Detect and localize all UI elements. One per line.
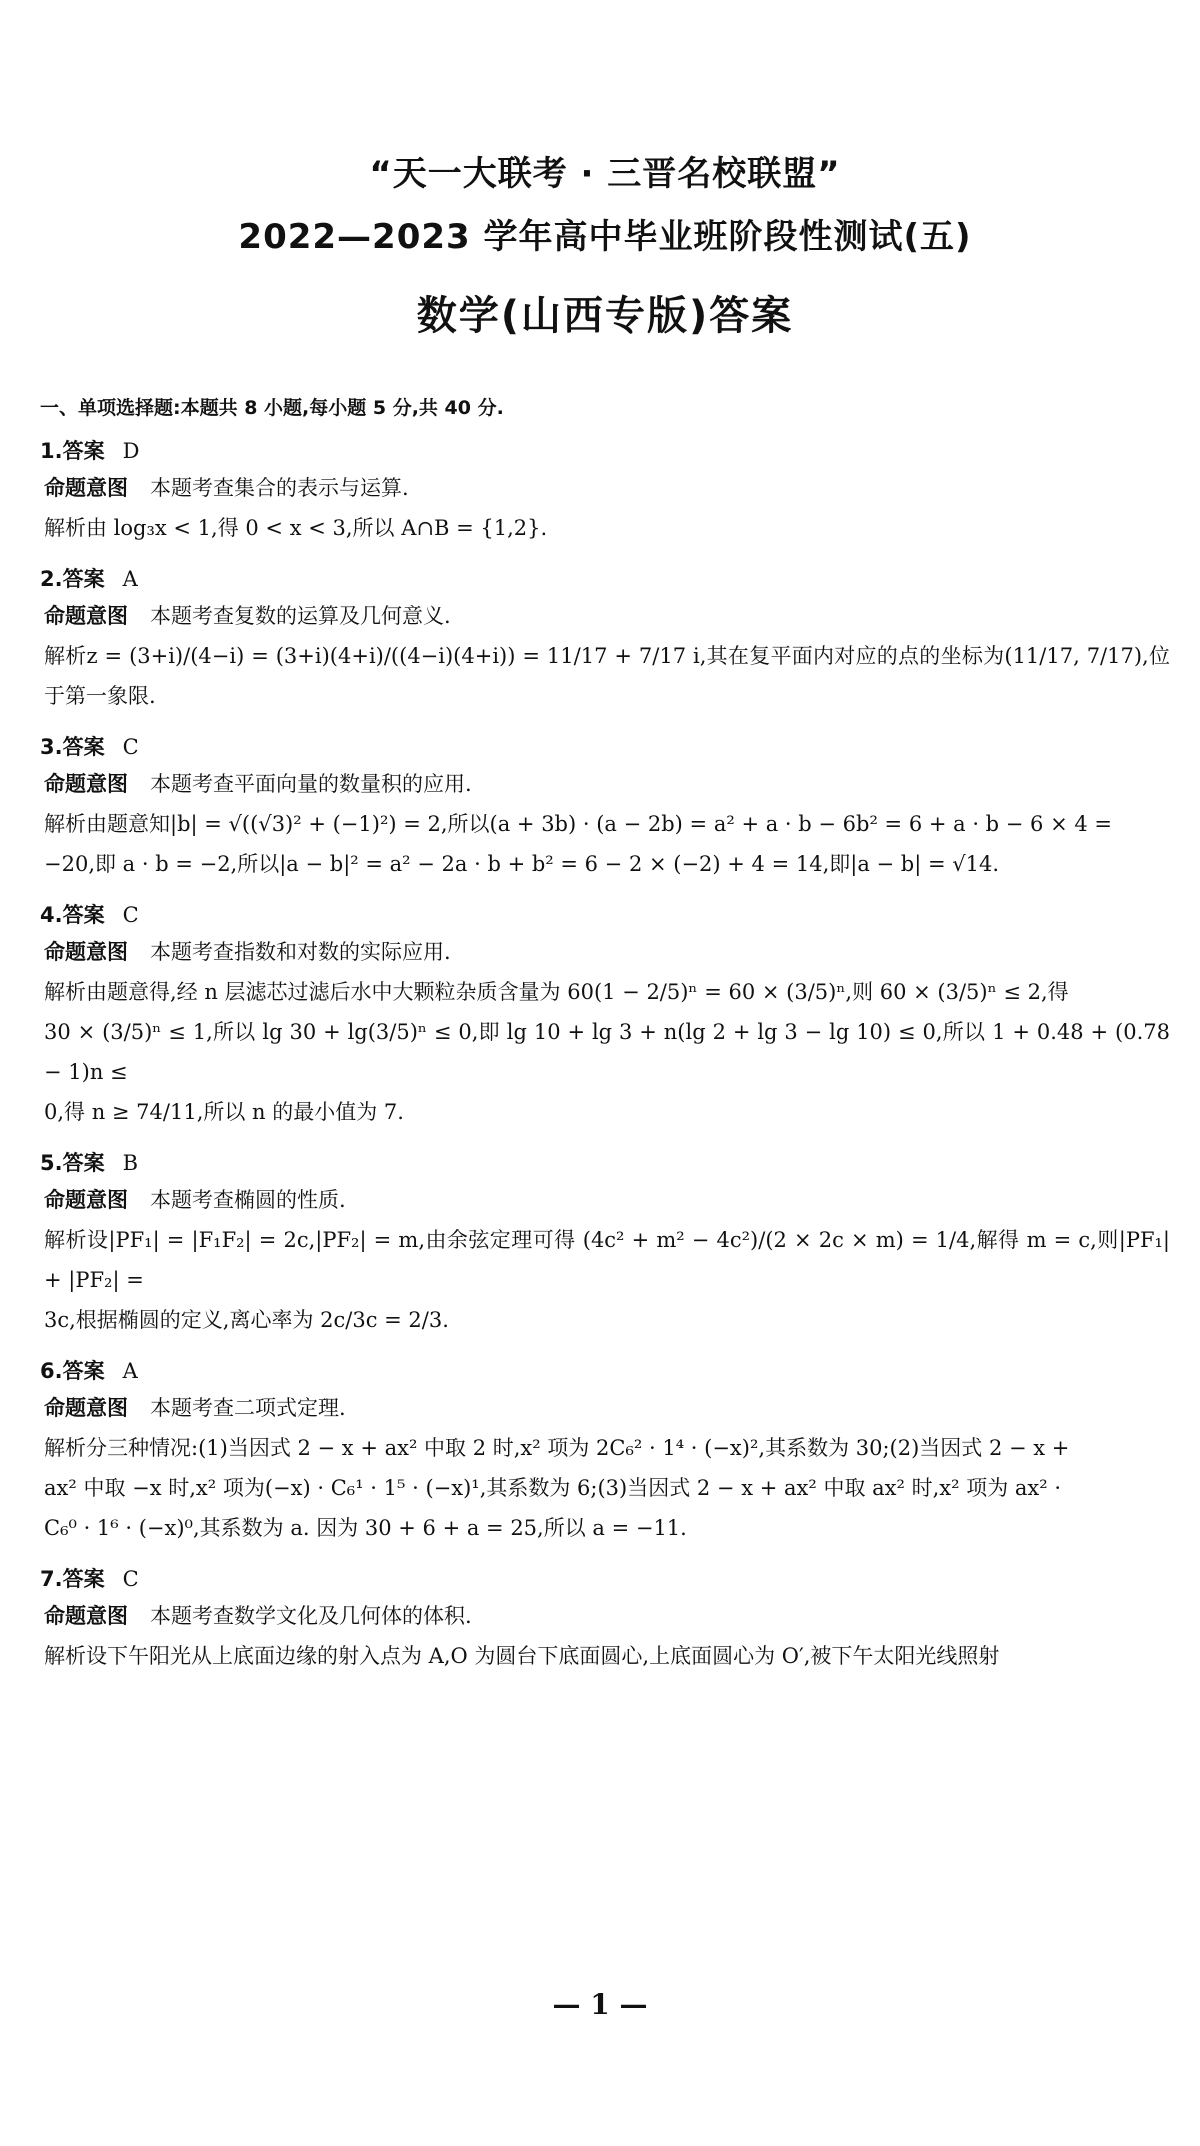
intent-line <box>40 1180 1170 1220</box>
analysis-text: z = (3+i)/(4−i) = (3+i)(4+i)/((4−i)(4+i)) = 11/17 + 7/17 i,其在复平面内对应的点的坐标为(11/17, 7/17),位于第一象限. <box>44 644 1170 708</box>
analysis-line <box>40 1300 1170 1340</box>
analysis-line <box>40 1508 1170 1548</box>
answer-line <box>40 1354 1170 1388</box>
question-item <box>40 434 1170 548</box>
answer-page <box>0 146 1200 2146</box>
analysis-label: 解析 <box>44 812 86 836</box>
analysis-text: 分三种情况:(1)当因式 2 − x + ax² 中取 2 时,x² 项为 2C₆² · 1⁴ · (−x)²,其系数为 30;(2)当因式 2 − x + <box>86 1436 1070 1460</box>
analysis-line <box>40 1220 1170 1300</box>
document-header <box>40 146 1170 341</box>
question-item <box>40 1354 1170 1548</box>
intent-text: 本题考查二项式定理. <box>150 1396 346 1420</box>
analysis-text: 由 log₃x < 1,得 0 < x < 3,所以 A∩B = {1,2}. <box>86 516 548 540</box>
header-line-1: “天一大联考 · 三晋名校联盟” <box>369 154 841 194</box>
answer-label: 答案 <box>62 1359 105 1383</box>
answer-choice: C <box>122 1567 139 1591</box>
question-number: 2. <box>40 567 63 591</box>
answer-choice: C <box>122 903 139 927</box>
analysis-line <box>40 1428 1170 1468</box>
answer-choice: A <box>122 1359 138 1383</box>
page-number: — 1 — <box>552 1988 648 2021</box>
answer-label: 答案 <box>62 567 105 591</box>
intent-line <box>40 764 1170 804</box>
intent-label: 命题意图 <box>44 1604 128 1628</box>
intent-text: 本题考查数学文化及几何体的体积. <box>150 1604 472 1628</box>
intent-text: 本题考查椭圆的性质. <box>150 1188 346 1212</box>
intent-line <box>40 1388 1170 1428</box>
analysis-line <box>40 1092 1170 1132</box>
answer-label: 答案 <box>62 1567 105 1591</box>
answer-line <box>40 730 1170 764</box>
intent-line <box>40 1596 1170 1636</box>
analysis-line <box>40 1012 1170 1092</box>
answer-line <box>40 1562 1170 1596</box>
question-list <box>40 434 1170 1676</box>
intent-text: 本题考查指数和对数的实际应用. <box>150 940 451 964</box>
intent-text: 本题考查集合的表示与运算. <box>150 476 409 500</box>
header-line-3: 数学(山西专版)答案 <box>416 293 794 339</box>
analysis-line <box>40 508 1170 548</box>
intent-label: 命题意图 <box>44 1396 128 1420</box>
question-item <box>40 730 1170 884</box>
analysis-line <box>40 972 1170 1012</box>
analysis-text: 3c,根据椭圆的定义,离心率为 2c/3c = 2/3. <box>44 1308 449 1332</box>
question-item <box>40 1562 1170 1676</box>
analysis-line <box>40 844 1170 884</box>
analysis-text: 设下午阳光从上底面边缘的射入点为 A,O 为圆台下底面圆心,上底面圆心为 O′,被下午太阳光线照射 <box>86 1644 1000 1668</box>
header-line-2: 2022—2023 学年高中毕业班阶段性测试(五) <box>238 217 972 257</box>
analysis-label: 解析 <box>44 1436 86 1460</box>
answer-choice: D <box>122 439 140 463</box>
analysis-label: 解析 <box>44 516 86 540</box>
question-number: 6. <box>40 1359 63 1383</box>
analysis-label: 解析 <box>44 980 86 1004</box>
intent-label: 命题意图 <box>44 604 128 628</box>
answer-choice: C <box>122 735 139 759</box>
question-item <box>40 898 1170 1132</box>
analysis-line <box>40 636 1170 716</box>
answer-choice: B <box>122 1151 139 1175</box>
analysis-text: 由题意得,经 n 层滤芯过滤后水中大颗粒杂质含量为 60(1 − 2/5)ⁿ = 60 × (3/5)ⁿ,则 60 × (3/5)ⁿ ≤ 2,得 <box>86 980 1069 1004</box>
analysis-label: 解析 <box>44 644 87 668</box>
question-number: 4. <box>40 903 63 927</box>
analysis-text: 0,得 n ≥ 74/11,所以 n 的最小值为 7. <box>44 1100 404 1124</box>
analysis-text: ax² 中取 −x 时,x² 项为(−x) · C₆¹ · 1⁵ · (−x)¹,其系数为 6;(3)当因式 2 − x + ax² 中取 ax² 时,x² 项为 ax² · <box>44 1476 1062 1500</box>
analysis-text: 设|PF₁| = |F₁F₂| = 2c,|PF₂| = m,由余弦定理可得 (4c² + m² − 4c²)/(2 × 2c × m) = 1/4,解得 m = c,则|PF₁| + |PF₂| = <box>44 1228 1171 1292</box>
analysis-text: −20,即 a · b = −2,所以|a − b|² = a² − 2a · b + b² = 6 − 2 × (−2) + 4 = 14,即|a − b| = √14. <box>44 852 1000 876</box>
intent-label: 命题意图 <box>44 1188 128 1212</box>
answer-line <box>40 898 1170 932</box>
question-number: 5. <box>40 1151 63 1175</box>
answer-line <box>40 434 1170 468</box>
analysis-label: 解析 <box>44 1228 87 1252</box>
answer-label: 答案 <box>62 439 105 463</box>
analysis-line <box>40 804 1170 844</box>
analysis-text: C₆⁰ · 1⁶ · (−x)⁰,其系数为 a. 因为 30 + 6 + a = 25,所以 a = −11. <box>44 1516 687 1540</box>
analysis-text: 由题意知|b| = √((√3)² + (−1)²) = 2,所以(a + 3b) · (a − 2b) = a² + a · b − 6b² = 6 + a · b − 6 × 4 = <box>86 812 1112 836</box>
question-item <box>40 1146 1170 1340</box>
answer-label: 答案 <box>62 903 105 927</box>
intent-label: 命题意图 <box>44 476 128 500</box>
intent-line <box>40 932 1170 972</box>
analysis-label: 解析 <box>44 1644 86 1668</box>
answer-choice: A <box>122 567 138 591</box>
analysis-line <box>40 1468 1170 1508</box>
intent-text: 本题考查复数的运算及几何意义. <box>150 604 451 628</box>
question-number: 1. <box>40 439 63 463</box>
question-number: 3. <box>40 735 63 759</box>
intent-line <box>40 468 1170 508</box>
question-number: 7. <box>40 1567 63 1591</box>
question-item <box>40 562 1170 716</box>
intent-label: 命题意图 <box>44 940 128 964</box>
answer-label: 答案 <box>62 1151 105 1175</box>
answer-line <box>40 562 1170 596</box>
intent-text: 本题考查平面向量的数量积的应用. <box>150 772 472 796</box>
analysis-line <box>40 1636 1170 1676</box>
intent-line <box>40 596 1170 636</box>
section-title: 一、单项选择题:本题共 8 小题,每小题 5 分,共 40 分. <box>40 397 504 419</box>
answer-label: 答案 <box>62 735 105 759</box>
answer-line <box>40 1146 1170 1180</box>
intent-label: 命题意图 <box>44 772 128 796</box>
analysis-text: 30 × (3/5)ⁿ ≤ 1,所以 lg 30 + lg(3/5)ⁿ ≤ 0,即 lg 10 + lg 3 + n(lg 2 + lg 3 − lg 10) ≤ 0,所以 1 + 0.48 + (0.78 − 1)n ≤ <box>44 1020 1170 1084</box>
